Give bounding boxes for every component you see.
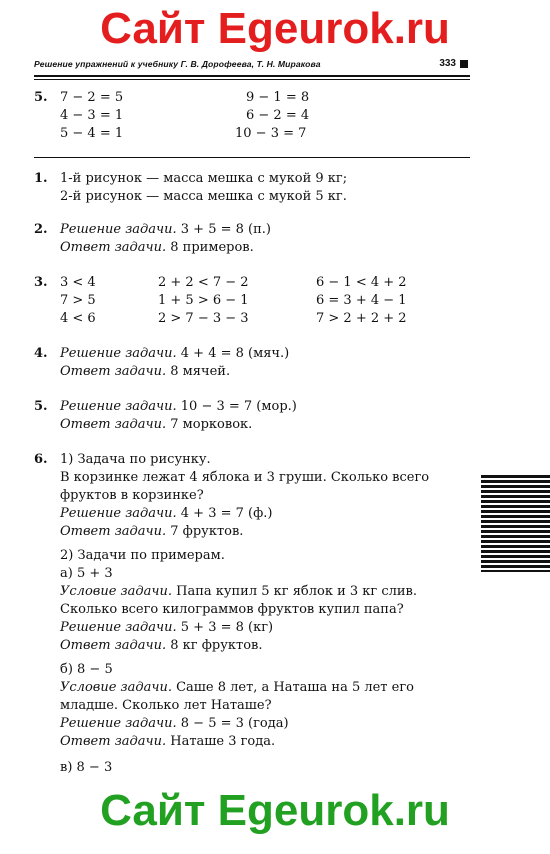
q1-number: 1. [34, 171, 48, 186]
q3-expr: 2 + 2 < 7 − 2 [158, 275, 249, 290]
solution-text: 10 − 3 = 7 (мор.) [176, 399, 297, 414]
answer-label: Ответ задачи. [60, 240, 167, 255]
q2-number: 2. [34, 222, 48, 237]
prev-expr: 9 − 1 = 8 [246, 90, 310, 105]
q3-expr: 4 < 6 [60, 311, 96, 326]
solution-text: 5 + 3 = 8 (кг) [176, 620, 274, 635]
solution-text: 4 + 3 = 7 (ф.) [176, 506, 273, 521]
q6-number: 6. [34, 452, 48, 467]
header-rule [34, 75, 470, 77]
q4-answer [60, 363, 230, 381]
q3-expr: 1 + 5 > 6 − 1 [158, 293, 249, 308]
answer-text: 7 морковок. [166, 417, 253, 432]
answer-label: Ответ задачи. [60, 417, 167, 432]
q6-b-condition [60, 679, 414, 697]
q6-b-condition-cont: младше. Сколько лет Наташе? [60, 698, 272, 713]
answer-text: Наташе 3 года. [166, 734, 276, 749]
answer-label: Ответ задачи. [60, 734, 167, 749]
condition-label: Условие задачи. [60, 680, 172, 695]
q3-expr: 3 < 4 [60, 275, 96, 290]
q6-part2-title: 2) Задачи по примерам. [60, 548, 225, 563]
q3-expr: 6 = 3 + 4 − 1 [316, 293, 407, 308]
q2-solution [60, 221, 271, 239]
q5-answer [60, 416, 252, 434]
solution-label: Решение задачи. [60, 399, 177, 414]
q6-part1-solution [60, 505, 272, 523]
q6-part1-title: 1) Задача по рисунку. [60, 452, 211, 467]
solution-label: Решение задачи. [60, 346, 177, 361]
answer-label: Ответ задачи. [60, 638, 167, 653]
header-title: Решение упражнений к учебнику Г. В. Дорофеева, Т. Н. Миракова [34, 59, 321, 69]
prev-expr: 6 − 2 = 4 [246, 108, 310, 123]
solution-text: 3 + 5 = 8 (п.) [176, 222, 271, 237]
answer-text: 7 фруктов. [166, 524, 244, 539]
watermark-bottom: Сайт Egeurok.ru [100, 786, 450, 835]
condition-text: Саше 8 лет, а Наташа на 5 лет его [171, 680, 414, 695]
square-icon [460, 60, 468, 68]
q4-number: 4. [34, 346, 48, 361]
q6-part1-text: фруктов в корзинке? [60, 488, 204, 503]
q3-expr: 7 > 5 [60, 293, 96, 308]
q6-part1-text: В корзинке лежат 4 яблока и 3 груши. Сколько всего [60, 470, 430, 485]
page-edge-stripes [481, 475, 550, 572]
q6-b-answer [60, 733, 275, 751]
q6-a-condition [60, 583, 417, 601]
solution-text: 8 − 5 = 3 (года) [176, 716, 289, 731]
solution-label: Решение задачи. [60, 222, 177, 237]
q3-expr: 6 − 1 < 4 + 2 [316, 275, 407, 290]
solution-text: 4 + 4 = 8 (мяч.) [176, 346, 290, 361]
prev-expr: 4 − 3 = 1 [60, 108, 124, 123]
q6-c-title: в) 8 − 3 [60, 760, 113, 775]
q1-line: 1-й рисунок — масса мешка с мукой 9 кг; [60, 171, 348, 186]
q5-number: 5. [34, 399, 48, 414]
prev-expr: 10 − 3 = 7 [235, 126, 307, 141]
prev-expr: 5 − 4 = 1 [60, 126, 124, 141]
q6-b-title: б) 8 − 5 [60, 662, 113, 677]
solution-label: Решение задачи. [60, 716, 177, 731]
condition-label: Условие задачи. [60, 584, 172, 599]
answer-label: Ответ задачи. [60, 364, 167, 379]
q6-part1-answer [60, 523, 243, 541]
q3-expr: 2 > 7 − 3 − 3 [158, 311, 249, 326]
q3-expr: 7 > 2 + 2 + 2 [316, 311, 407, 326]
q6-a-answer [60, 637, 263, 655]
q6-a-title: а) 5 + 3 [60, 566, 113, 581]
q3-number: 3. [34, 275, 48, 290]
q1-line: 2-й рисунок — масса мешка с мукой 5 кг. [60, 189, 347, 204]
answer-label: Ответ задачи. [60, 524, 167, 539]
solution-label: Решение задачи. [60, 620, 177, 635]
answer-text: 8 кг фруктов. [166, 638, 263, 653]
section-divider [34, 157, 470, 158]
q4-solution [60, 345, 289, 363]
header-rule-thin [34, 79, 470, 80]
prev-expr: 7 − 2 = 5 [60, 90, 124, 105]
q6-b-solution [60, 715, 289, 733]
q5-solution [60, 398, 297, 416]
q6-a-condition-cont: Сколько всего килограммов фруктов купил папа? [60, 602, 404, 617]
solution-label: Решение задачи. [60, 506, 177, 521]
page-number: 333 [439, 58, 456, 69]
q2-answer [60, 239, 254, 257]
condition-text: Папа купил 5 кг яблок и 3 кг слив. [171, 584, 417, 599]
answer-text: 8 мячей. [166, 364, 231, 379]
running-header [34, 57, 470, 75]
answer-text: 8 примеров. [166, 240, 254, 255]
watermark-top: Сайт Egeurok.ru [100, 4, 450, 53]
prev-number: 5. [34, 90, 48, 105]
q6-a-solution [60, 619, 273, 637]
